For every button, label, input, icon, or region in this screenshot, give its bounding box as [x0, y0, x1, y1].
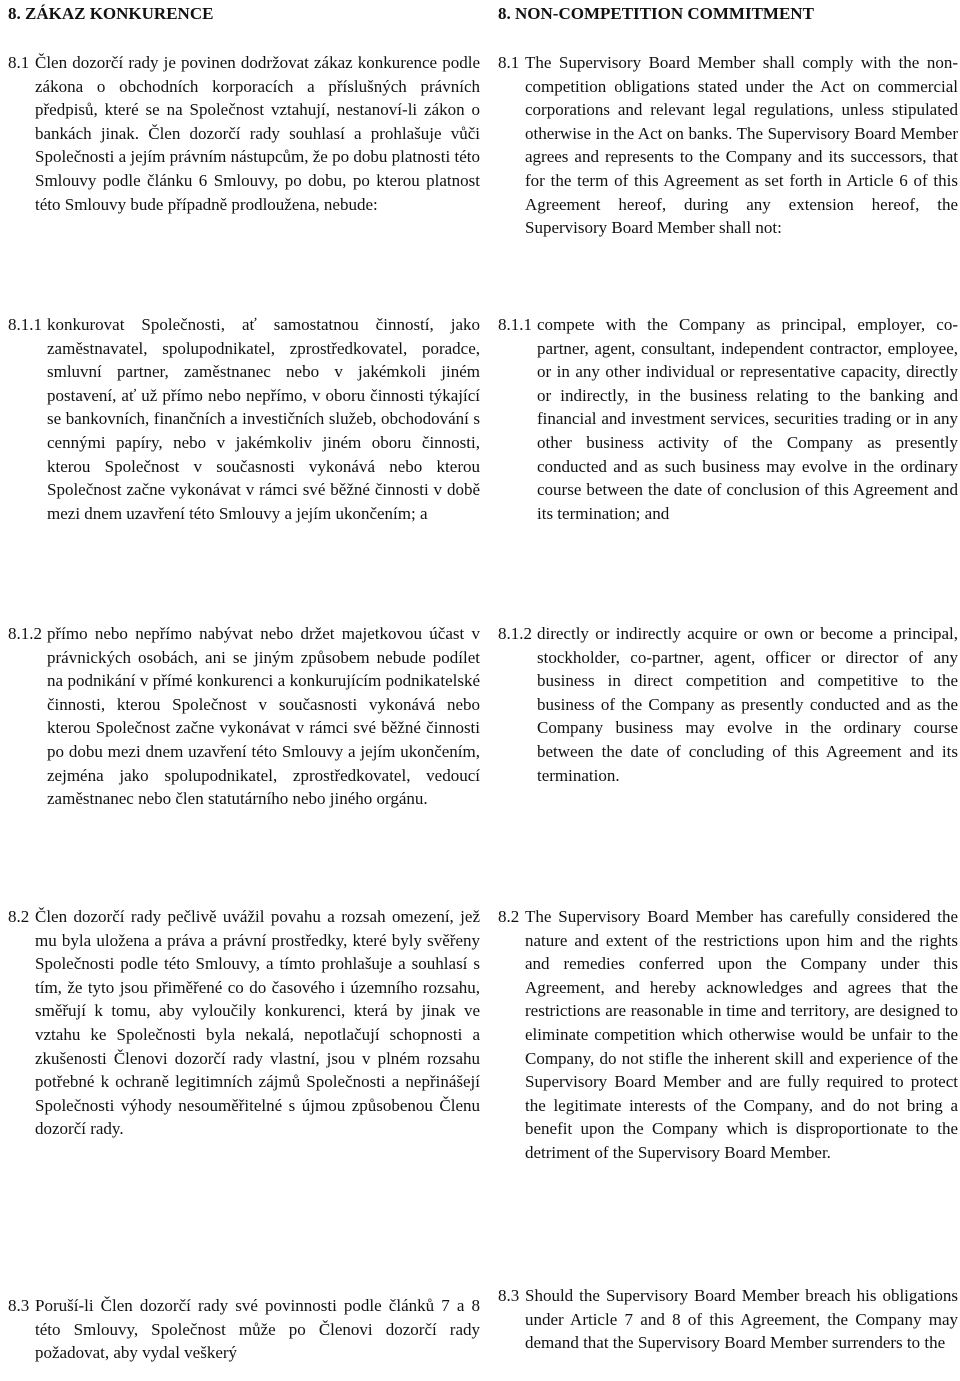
clause-number: 8.3 [8, 1296, 30, 1315]
clause-8-1-2-en [498, 622, 958, 787]
clause-8-1-cz [8, 51, 480, 216]
clause-number: 8.1.1 [498, 315, 532, 334]
clause-text: konkurovat Společnosti, ať samostatnou činností, jako zaměstnavatel, spolupodnikatel, zprostředkovatel, poradce, smluvní partner, zaměstnanec nebo v jakémkoli jiném postavení, ať už přímo nebo nepřímo, v oboru činnosti týkající se bankovních, finančních a investičních služeb, obchodování s cennými papíry, nebo v jakémkoliv jiném oboru činnosti, kterou Společnost v současnosti vykonává nebo kterou Společnost začne vykonávat v rámci své běžné činnosti v době mezi dnem uzavření této Smlouvy a jejím ukončením; a [47, 315, 480, 523]
clause-8-1-en [498, 51, 958, 240]
clause-text: Should the Supervisory Board Member breach his obligations under Article 7 and 8 of this Agreement, the Company may demand that the Supervisory Board Member surrenders to the [525, 1286, 958, 1353]
clause-text: Člen dozorčí rady je povinen dodržovat zákaz konkurence podle zákona o obchodních korporacích a příslušných právních předpisů, které se na Společnost vztahují, nestanoví-li zákon o bankách jinak. Člen dozorčí rady souhlasí a prohlašuje vůči Společnosti a jejím právním nástupcům, že po dobu platnosti této Smlouvy podle článku 6 Smlouvy, po dobu, po kterou platnost této Smlouvy bude případně prodloužena, nebude: [35, 53, 480, 214]
clause-text: compete with the Company as principal, employer, co-partner, agent, consultant, independent contractor, employee, or in any other individual or representative capacity, directly or indirectly, in the business relating to the banking and financial and investment services, securities trading or in any other business activity of the Company as presently conducted and as such business may evolve in the ordinary course between the date of conclusion of this Agreement and its termination; and [537, 315, 958, 523]
clause-number: 8.2 [498, 907, 520, 926]
clause-8-3-cz [8, 1294, 480, 1365]
clause-text: The Supervisory Board Member shall comply with the non-competition obligations stated under the Act on commercial corporations and relevant legal regulations, unless stipulated otherwise in the Act on banks. The Supervisory Board Member agrees and represents to the Company and its successors, that for the term of this Agreement as set forth in Article 6 of this Agreement hereof, during any extension hereof, the Supervisory Board Member shall not: [525, 53, 958, 238]
clause-text: Poruší-li Člen dozorčí rady své povinnosti podle článků 7 a 8 této Smlouvy, Společnost může po Členovi dozorčí rady požadovat, aby vydal veškerý [35, 1296, 480, 1363]
clause-number: 8.1.2 [8, 624, 42, 643]
section-heading-cz: 8. ZÁKAZ KONKURENCE [8, 4, 214, 23]
clause-text: přímo nebo nepřímo nabývat nebo držet majetkovou účast v právnických osobách, ani se jiným způsobem nebude podílet na podnikání v přímé konkurenci a konkurujícím podnikatelské činnosti, kterou Společnost v současnosti vykonává nebo kterou Společnost začne vykonávat v rámci své běžné činnosti po dobu mezi dnem uzavření této Smlouvy a jejím ukončením, zejména jako spolupodnikatel, zprostředkovatel, vedoucí zaměstnanec nebo člen statutárního nebo jiného orgánu. [47, 624, 480, 809]
clause-text: The Supervisory Board Member has carefully considered the nature and extent of the restrictions upon him and the rights and remedies conferred upon the Company under this Agreement, and hereby acknowledges and agrees that the restrictions are reasonable in time and territory, are designed to eliminate competition which otherwise would be unfair to the Company, do not stifle the inherent skill and experience of the Supervisory Board Member and are fully required to protect the legitimate interests of the Company, and do not bring a benefit upon the Company which is disproportionate to the detriment of the Supervisory Board Member. [525, 907, 958, 1162]
clause-number: 8.1 [498, 53, 520, 72]
clause-number: 8.1 [8, 53, 30, 72]
clause-number: 8.3 [498, 1286, 520, 1305]
clause-number: 8.1.2 [498, 624, 532, 643]
clause-number: 8.1.1 [8, 315, 42, 334]
clause-8-3-en [498, 1284, 958, 1355]
clause-text: directly or indirectly acquire or own or become a principal, stockholder, co-partner, agent, officer or director of any business in direct competition and competitive to the business of the Company as presently conducted and as the Company business may evolve in the ordinary course between the date of concluding of this Agreement and its termination. [537, 624, 958, 785]
clause-8-1-2-cz [8, 622, 480, 811]
clause-8-1-1-en [498, 313, 958, 525]
clause-number: 8.2 [8, 907, 30, 926]
clause-8-2-en [498, 905, 958, 1165]
clause-8-1-1-cz [8, 313, 480, 525]
section-heading-en: 8. NON-COMPETITION COMMITMENT [498, 4, 814, 23]
clause-8-2-cz [8, 905, 480, 1141]
clause-text: Člen dozorčí rady pečlivě uvážil povahu a rozsah omezení, jež mu byla uložena a práva a právní prostředky, které byly svěřeny Společnosti podle této Smlouvy, a tímto prohlašuje a souhlasí s tím, že tyto jsou přiměřené co do časového i územního rozsahu, směřují k tomu, aby vyloučily konkurenci, která by jinak ve vztahu ke Společnosti byla nekalá, nepotlačují schopnosti a zkušenosti Členovi dozorčí rady vlastní, jsou v plném rozsahu potřebné k ochraně legitimních zájmů Společnosti a nepřinášejí Společnosti výhody nesouměřitelné s újmou způsobenou Členu dozorčí rady. [35, 907, 480, 1139]
